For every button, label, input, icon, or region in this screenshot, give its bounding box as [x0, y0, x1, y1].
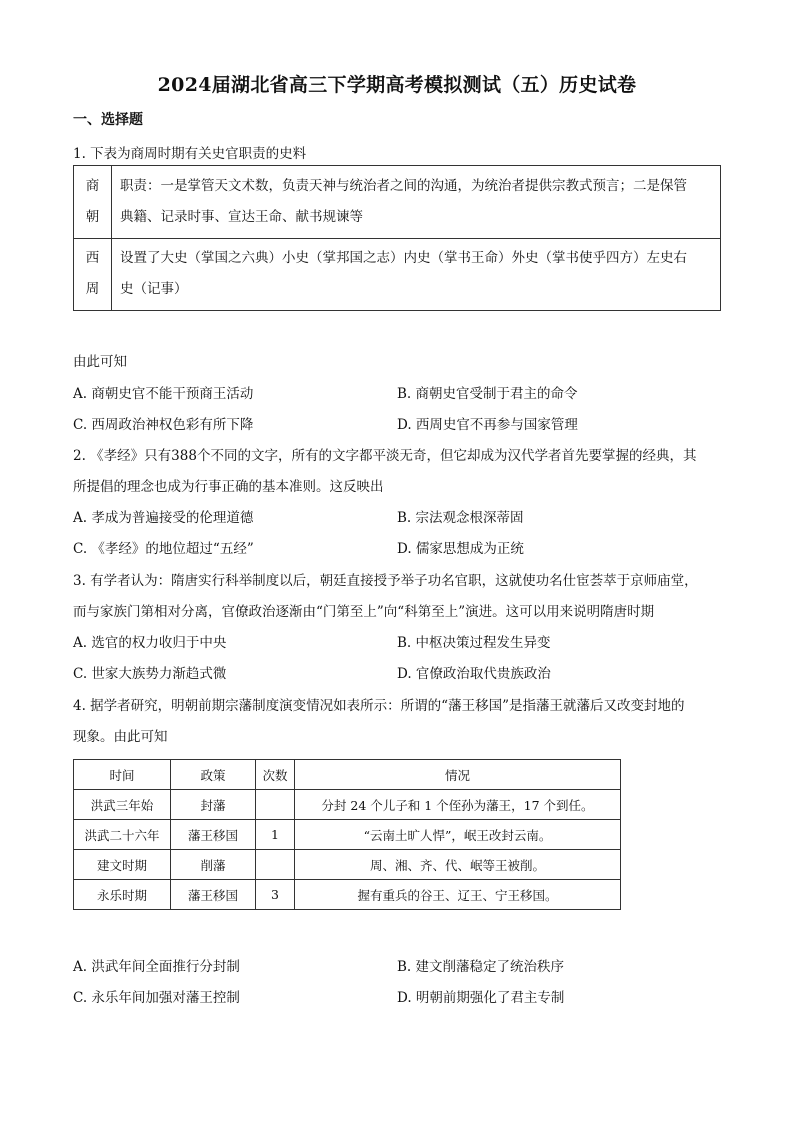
table-cell: 藩王移国 — [171, 880, 256, 910]
page-title: 2024届湖北省高三下学期高考模拟测试（五）历史试卷 — [157, 74, 637, 96]
table-cell: 建文时期 — [74, 850, 171, 880]
q1-table — [73, 165, 721, 311]
table-cell: 1 — [256, 820, 295, 850]
q3-stem-line2: 而与家族门第相对分离，官僚政治逐渐由“门第至上”向“科第至上”演进。这可以用来说明隋唐时期 — [73, 604, 655, 620]
q1-stem: 1. 下表为商周时期有关史官职责的史料 — [73, 146, 307, 162]
q3-option-b[interactable]: B. 中枢决策过程发生异变 — [397, 635, 551, 651]
table-cell: 削藩 — [171, 850, 256, 880]
q1-option-c[interactable]: C. 西周政治神权色彩有所下降 — [73, 417, 254, 433]
row-label — [74, 238, 112, 311]
row-text — [112, 238, 721, 311]
row-label-char: 朝 — [85, 208, 100, 225]
q4-option-c[interactable]: C. 永乐年间加强对藩王控制 — [73, 990, 240, 1006]
table-cell: 藩王移国 — [171, 820, 256, 850]
q4-table — [73, 759, 621, 910]
table-cell: 洪武三年始 — [74, 790, 171, 820]
table-row — [74, 880, 621, 910]
q2-option-d[interactable]: D. 儒家思想成为正统 — [397, 541, 524, 557]
table-cell: 永乐时期 — [74, 880, 171, 910]
q4-stem-line2: 现象。由此可知 — [73, 729, 168, 745]
table-row — [74, 166, 721, 239]
column-header: 时间 — [74, 760, 171, 790]
q3-stem-line1: 3. 有学者认为：隋唐实行科举制度以后，朝廷直接授予举子功名官职，这就使功名仕宦荟萃于京师庙堂， — [73, 573, 698, 589]
table-header-row — [74, 760, 621, 790]
table-cell: 分封 24 个儿子和 1 个侄孙为藩王，17 个到任。 — [295, 790, 621, 820]
q3-option-d[interactable]: D. 官僚政治取代贵族政治 — [397, 666, 551, 682]
q1-option-b[interactable]: B. 商朝史官受制于君主的命令 — [397, 386, 578, 402]
q2-option-c[interactable]: C. 《孝经》的地位超过“五经” — [73, 541, 254, 557]
q1-option-a[interactable]: A. 商朝史官不能干预商王活动 — [73, 386, 254, 402]
column-header: 情况 — [295, 760, 621, 790]
q2-option-b[interactable]: B. 宗法观念根深蒂固 — [397, 510, 524, 526]
table-cell: 封藩 — [171, 790, 256, 820]
q3-option-c[interactable]: C. 世家大族势力渐趋式微 — [73, 666, 227, 682]
q2-stem-line2: 所提倡的理念也成为行事正确的基本准则。这反映出 — [73, 479, 384, 495]
q1-option-d[interactable]: D. 西周史官不再参与国家管理 — [397, 417, 578, 433]
table-cell: 3 — [256, 880, 295, 910]
row-text-line: 史（记事） — [120, 281, 188, 298]
q3-option-a[interactable]: A. 选官的权力收归于中央 — [73, 635, 227, 651]
table-cell — [256, 790, 295, 820]
q2-stem-line1: 2. 《孝经》只有388个不同的文字，所有的文字都平淡无奇，但它却成为汉代学者首先要掌握的经典，其 — [73, 448, 697, 464]
q1-lead: 由此可知 — [73, 354, 127, 370]
column-header: 次数 — [256, 760, 295, 790]
row-text-line: 设置了大史（掌国之六典）小史（掌邦国之志）内史（掌书王命）外史（掌书使乎四方）左史右 — [120, 250, 687, 267]
q4-option-a[interactable]: A. 洪武年间全面推行分封制 — [73, 959, 240, 975]
q2-option-a[interactable]: A. 孝成为普遍接受的伦理道德 — [73, 510, 254, 526]
table-cell: 握有重兵的谷王、辽王、宁王移国。 — [295, 880, 621, 910]
table-cell: 周、湘、齐、代、岷等王被削。 — [295, 850, 621, 880]
section-heading: 一、选择题 — [73, 112, 143, 128]
column-header: 政策 — [171, 760, 256, 790]
table-row — [74, 790, 621, 820]
q4-option-d[interactable]: D. 明朝前期强化了君主专制 — [397, 990, 565, 1006]
row-text-line: 典籍、记录时事、宣达王命、献书规谏等 — [120, 208, 363, 225]
table-cell: “云南土旷人悍”，岷王改封云南。 — [295, 820, 621, 850]
table-cell — [256, 850, 295, 880]
table-row — [74, 850, 621, 880]
row-text — [112, 166, 721, 239]
q4-option-b[interactable]: B. 建文削藩稳定了统治秩序 — [397, 959, 565, 975]
row-label-char: 周 — [85, 281, 100, 298]
table-row — [74, 820, 621, 850]
row-label-char: 西 — [85, 250, 100, 267]
table-row — [74, 238, 721, 311]
row-text-line: 职责：一是掌管天文术数，负责天神与统治者之间的沟通，为统治者提供宗教式预言；二是保管 — [120, 177, 687, 194]
row-label-char: 商 — [85, 177, 100, 194]
row-label — [74, 166, 112, 239]
q4-stem-line1: 4. 据学者研究，明朝前期宗藩制度演变情况如表所示：所谓的“藩王移国”是指藩王就藩后又改变封地的 — [73, 698, 685, 714]
table-cell: 洪武二十六年 — [74, 820, 171, 850]
